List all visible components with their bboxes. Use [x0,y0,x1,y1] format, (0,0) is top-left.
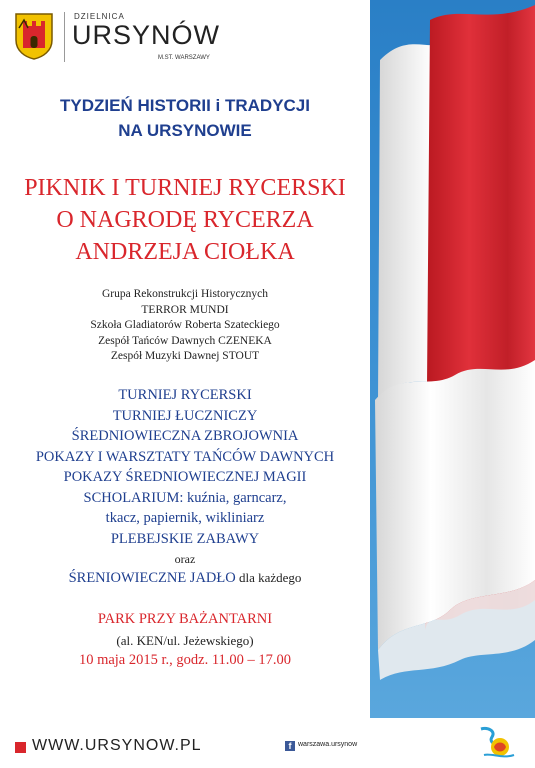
program-and: oraz [174,552,196,566]
program-item: POKAZY I WARSZTATY TAŃCÓW DAWNYCH [35,448,335,465]
location-address: (al. KEN/ul. Jeżewskiego) [116,633,254,648]
group-line: Zespół Muzyki Dawnej STOUT [110,350,260,362]
sponsor-badge-icon [478,725,520,763]
program-item: ŚREDNIOWIECZNA ZBROJOWNIA [71,428,299,444]
logo-dzielnica: DZIELNICA [74,12,125,21]
website-link[interactable]: WWW.URSYNOW.PL [32,737,202,754]
logo-district-name: URSYNÓW [72,20,220,50]
headline-line-1: TYDZIEŃ HISTORII i TRADYCJI [60,96,310,115]
polish-flag-panel [370,0,535,718]
facebook-icon[interactable]: f [285,741,295,751]
program-item: SCHOLARIUM: kuźnia, garncarz, [83,489,287,506]
title-line-2: O NAGRODĘ RYCERZA [56,207,314,233]
waving-flag-image [370,0,535,718]
group-line: Grupa Rekonstrukcji Historycznych [101,288,269,300]
program-food-main: ŚRENIOWIECZNE JADŁO [68,570,236,586]
facebook-handle[interactable]: warszawa.ursynow [298,741,358,748]
headline-line-2: NA URSYNOWIE [118,121,252,140]
logo-city: M.ST. WARSZAWY [158,55,210,61]
coat-of-arms-icon [14,12,54,60]
program-food [0,568,370,589]
program-item: tkacz, papiernik, wikliniarz [105,510,265,526]
program-item: POKAZY ŚREDNIOWIECZNEJ MAGII [63,469,307,485]
group-line: TERROR MUNDI [141,303,229,316]
group-line: Zespół Tańców Dawnych CZENEKA [98,334,272,347]
title-line-1: PIKNIK I TURNIEJ RYCERSKI [24,175,346,201]
program-item: PLEBEJSKIE ZABAWY [110,530,260,547]
logo-divider [64,12,65,62]
program-item: TURNIEJ ŁUCZNICZY [112,407,258,424]
group-line: Szkoła Gladiatorów Roberta Szateckiego [90,319,280,331]
location-place: PARK PRZY BAŻANTARNI [97,611,273,627]
program-food-suffix: dla każdego [235,570,302,585]
event-datetime: 10 maja 2015 r., godz. 11.00 – 17.00 [78,652,292,668]
title-line-3: ANDRZEJA CIOŁKA [75,239,295,265]
program-item: TURNIEJ RYCERSKI [118,387,252,403]
footer-bullet-icon [15,742,26,753]
